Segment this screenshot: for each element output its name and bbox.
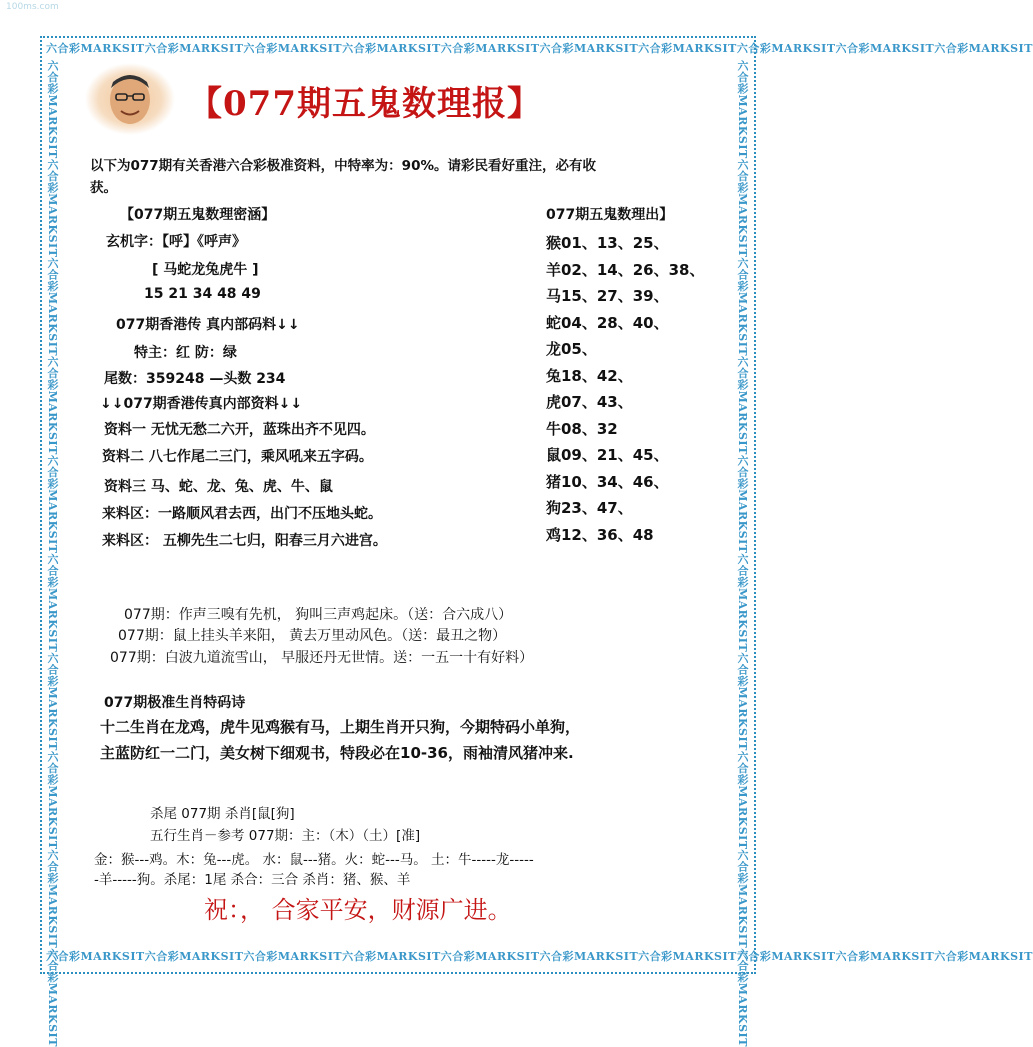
number-row: 狗23、47、 [546,499,633,517]
number-row: 牛08、32 [546,419,618,438]
number-row: 蛇04、28、40、 [546,313,669,332]
five-elements-line: 五行生肖－参考 077期：主：（木）（土）[准] [150,828,421,844]
riddle-text: 玄机字：【呼】《呼声》 [106,234,246,250]
poem-line-1: 077期：作声三嗅有先机， 狗叫三声鸡起床。（送：合六成八） [124,607,513,623]
data-line-3: 资料三 马、蛇、龙、兔、虎、牛、鼠 [104,479,333,495]
number-list: 15 21 34 48 49 [144,286,261,302]
source-line-2: 来料区： 五柳先生二七归，阳春三月六进宫。 [102,533,387,549]
elements-line-1: 金：猴---鸡。木：兔---虎。 水：鼠---猪。火：蛇---马。 土：牛-----龙----- [94,852,534,868]
border-text-left: 六合彩MARKSIT六合彩MARKSIT六合彩MARKSIT六合彩MARKSIT六合彩MARKSIT六合彩MARKSIT六合彩MARKSIT六合彩MARKSIT六合彩MARKSIT六合彩MARKSIT [46,60,59,1047]
blessing-text: 祝：， 合家平安，财源广进。 [204,896,512,924]
number-row: 虎07、43、 [546,393,633,411]
zodiac-poem-line-2: 主蓝防红一二门，美女树下细观书，特段必在10-36，雨袖清风猪冲来. [100,744,574,762]
number-row: 鼠09、21、45、 [546,446,669,464]
kill-tail-line: 杀尾 077期 杀肖[鼠[狗] [150,806,295,822]
border-text-bottom: 六合彩MARKSIT六合彩MARKSIT六合彩MARKSIT六合彩MARKSIT六合彩MARKSIT六合彩MARKSIT六合彩MARKSIT六合彩MARKSIT六合彩MARKSIT六合彩MARKSIT [46,950,1033,963]
animal-list: [ 马蛇龙兔虎牛 ] [152,262,259,278]
hk-inside-title: 077期香港传 真内部码料↓↓ [116,317,300,333]
poem-line-2: 077期：鼠上挂头羊来阳， 黄去万里动风色。（送：最丑之物） [118,628,507,644]
number-row: 龙05、 [546,340,597,358]
left-heading: 【077期五鬼数理密涵】 [120,207,276,223]
page-title: 【077期五鬼数理报】 [188,84,542,124]
intro-line-1: 以下为077期有关香港六合彩极准资料，中特率为：90%。请彩民看好重注，必有收 [90,158,596,174]
tail-numbers: 尾数：359248 —头数 234 [104,371,286,387]
number-row: 兔18、42、 [546,366,633,385]
poem-line-3: 077期：白波九道流雪山， 早服还丹无世情。送：一五一十有好料） [110,650,534,666]
watermark: 100ms.com [6,2,59,12]
number-row: 猪10、34、46、 [546,472,669,491]
number-row: 猴01、13、25、 [546,234,669,252]
border-text-right: 六合彩MARKSIT六合彩MARKSIT六合彩MARKSIT六合彩MARKSIT六合彩MARKSIT六合彩MARKSIT六合彩MARKSIT六合彩MARKSIT六合彩MARKSIT六合彩MARKSIT [736,60,749,1047]
number-row: 鸡12、36、48 [546,525,654,544]
zodiac-poem-title: 077期极准生肖特码诗 [104,695,246,711]
data-line-1: 资料一 无忧无愁二六开，蓝珠出齐不见四。 [104,422,375,438]
title-box [188,76,568,128]
border-text-top: 六合彩MARKSIT六合彩MARKSIT六合彩MARKSIT六合彩MARKSIT六合彩MARKSIT六合彩MARKSIT六合彩MARKSIT六合彩MARKSIT六合彩MARKSIT六合彩MARKSIT [46,42,1033,55]
hk-inside-title-2: ↓↓077期香港传真内部资料↓↓ [100,396,303,412]
number-row: 羊02、14、26、38、 [546,260,705,279]
source-line-1: 来料区：一路顺风君去西，出门不压地头蛇。 [102,506,382,522]
special-color: 特主：红 防：绿 [134,345,237,361]
elements-line-2: -羊-----狗。杀尾：1尾 杀合：三合 杀肖：猪、猴、羊 [94,872,411,888]
zodiac-poem-line-1: 十二生肖在龙鸡，虎牛见鸡猴有马，上期生肖开只狗，今期特码小单狗， [100,718,581,736]
right-heading: 077期五鬼数理出】 [546,207,674,223]
number-row: 马15、27、39、 [546,287,669,305]
portrait-icon [84,62,176,136]
intro-line-2: 获。 [90,180,117,196]
data-line-2: 资料二 八七作尾二三门，乘风吼来五字码。 [102,449,373,465]
